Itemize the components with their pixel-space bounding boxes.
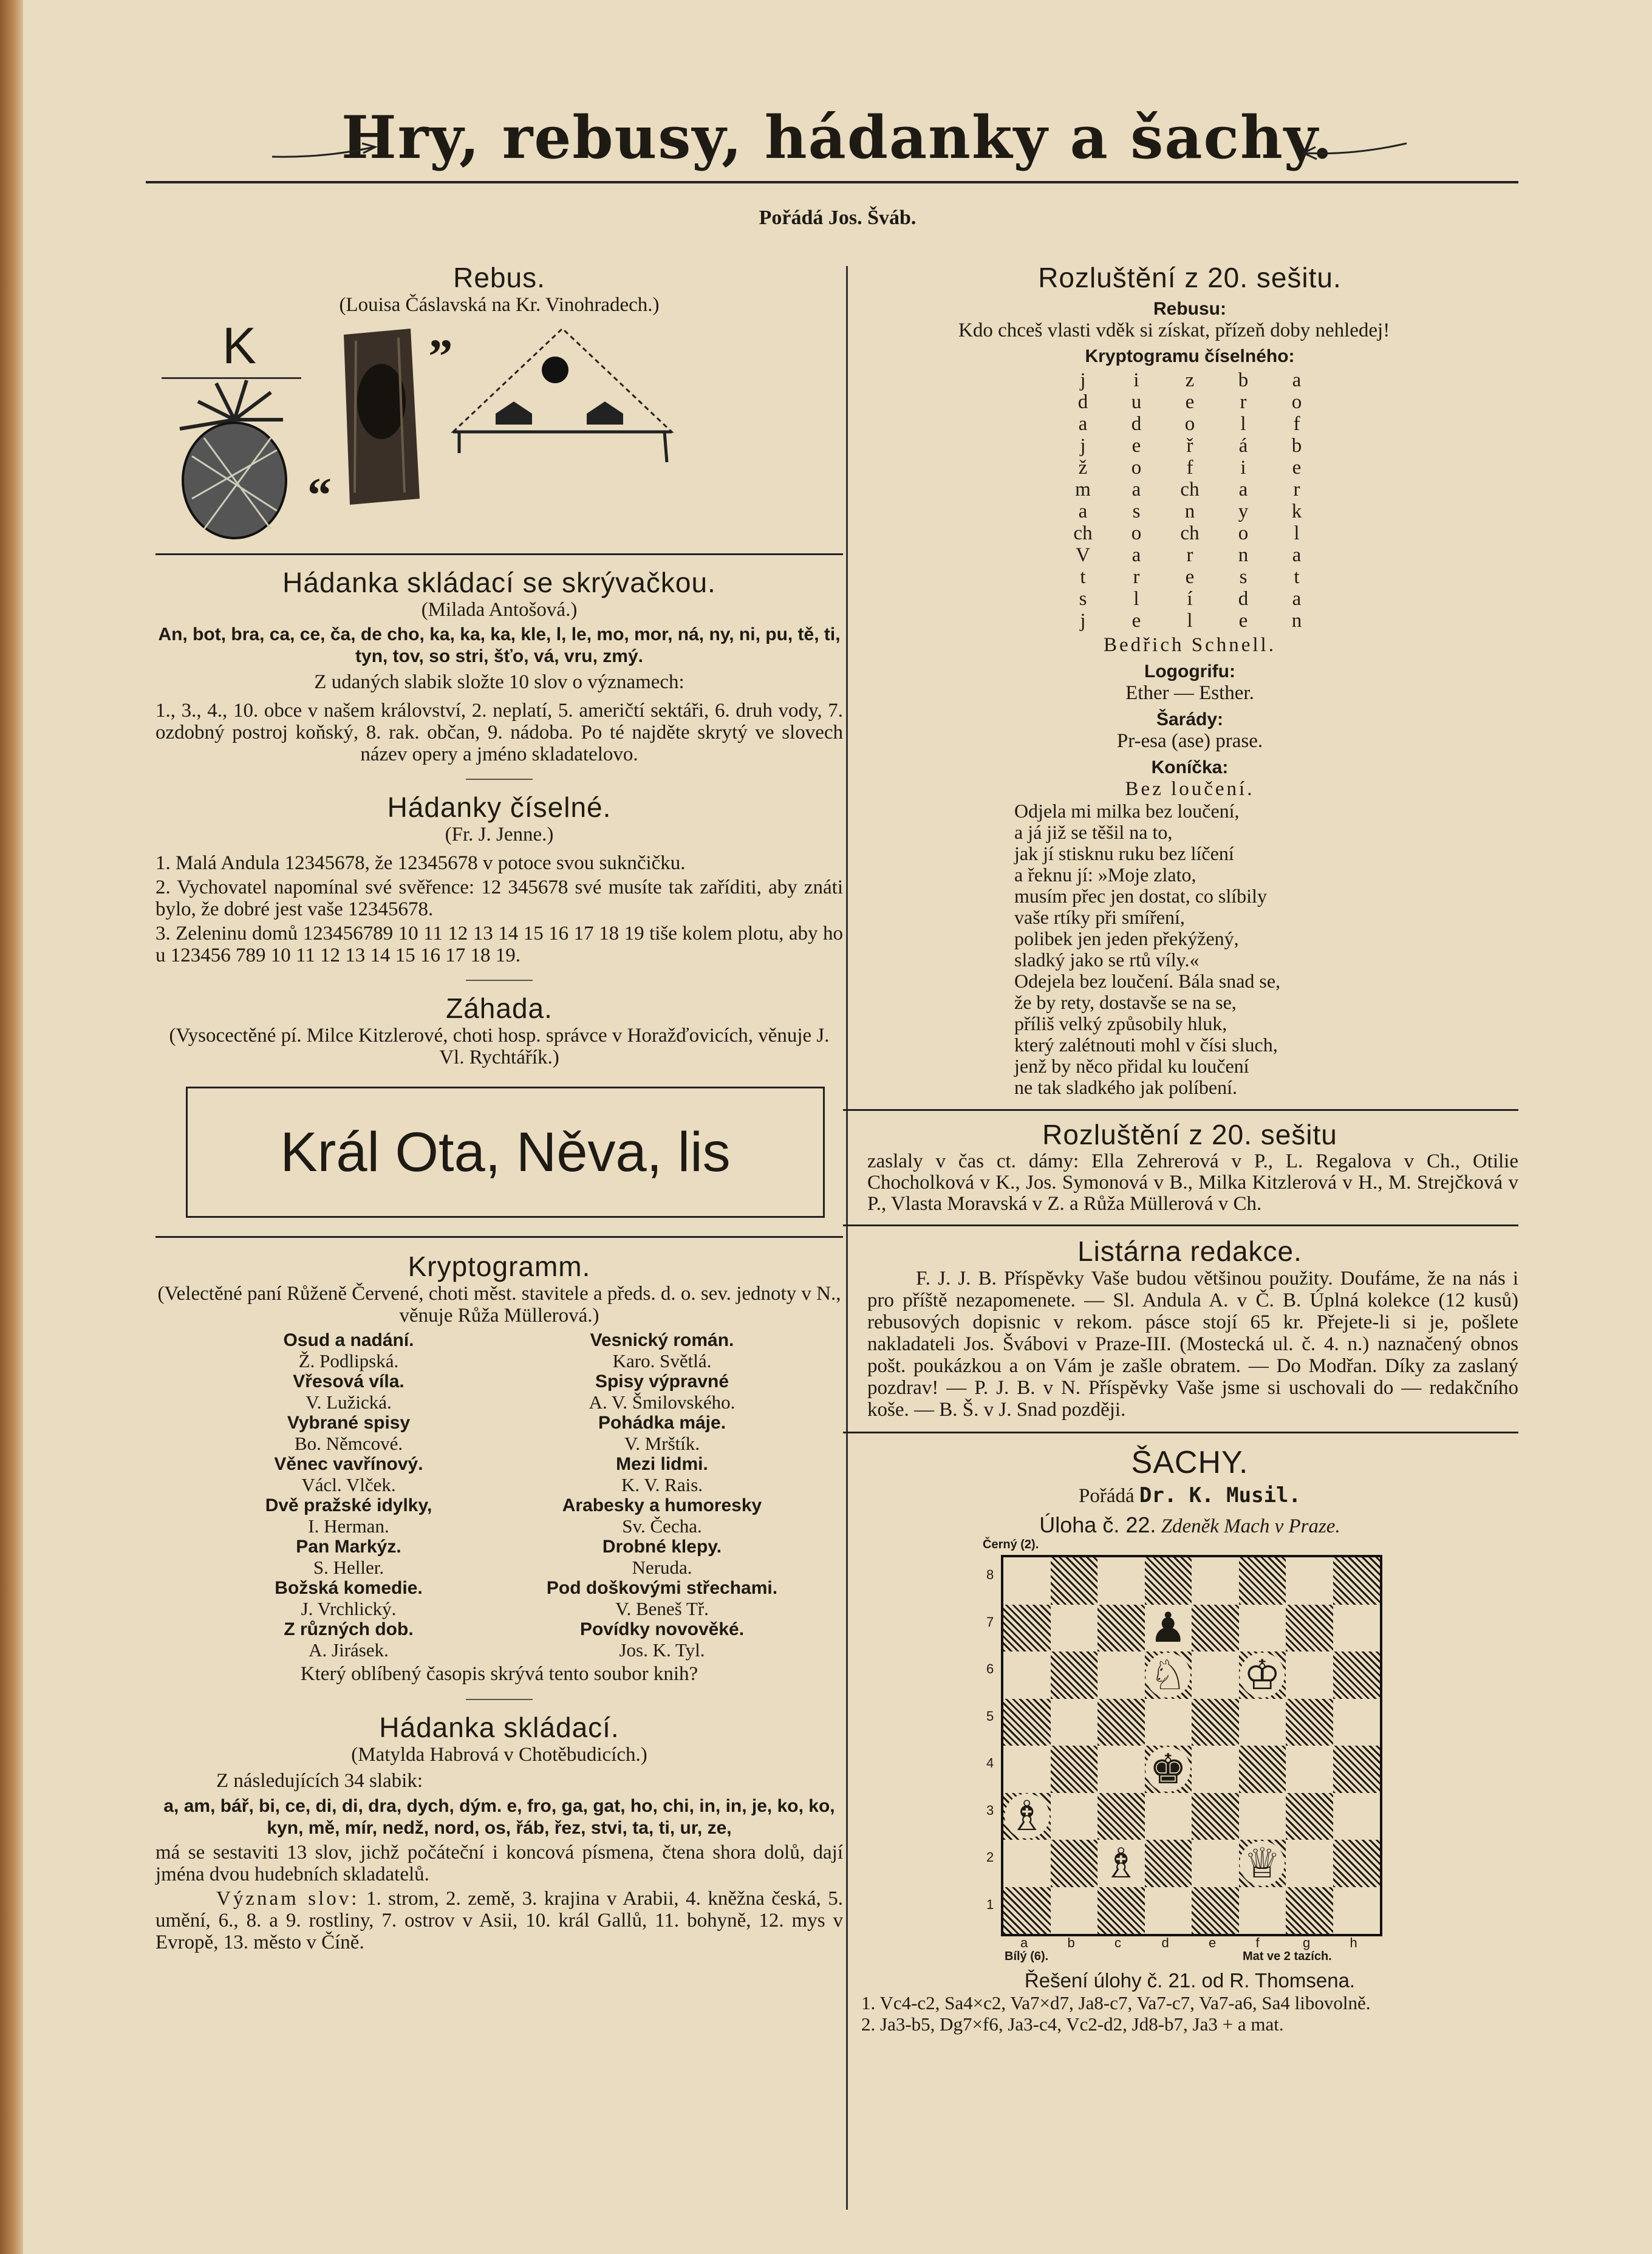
board-square xyxy=(1145,1840,1192,1887)
board-square xyxy=(1333,1840,1381,1887)
page-spine xyxy=(0,0,23,2254)
book-author: V. Beneš Tř. xyxy=(615,1598,709,1619)
chess-piece-icon: ♗ xyxy=(1099,1841,1144,1886)
section-rule xyxy=(843,1224,1518,1226)
crypto-letter: o xyxy=(1131,522,1142,544)
rebus-solution-label: Rebusu: xyxy=(1153,299,1226,319)
ciselne-section xyxy=(155,791,843,966)
skladaci-syllables: a, am, bář, bi, ce, di, di, dra, dych, dým. e, fro, ga, gat, ho, chi, in, in, je, ko, ko, kyn, mě, mír, nedž, nord, os, řáb, řez, stvi, ta, ti, ur, ze, xyxy=(163,1796,835,1838)
roof-sketch-icon xyxy=(447,323,678,468)
poem-line: ne tak sladkého jak políbení. xyxy=(1014,1076,1238,1098)
board-square xyxy=(1097,1651,1145,1699)
short-rule xyxy=(466,980,533,981)
book-title: Dvě pražské idylky, xyxy=(265,1495,432,1515)
skryvacka-meanings: 1., 3., 4., 10. obce v našem království, 2. neplatí, 5. američtí sektáři, 6. druh vody, 7. ozdobný postroj koňský, 8. rak. občan, 9. nádoba. Po té najděte skrytý ve slovech název opery a jméno skladatelovo. xyxy=(155,700,843,765)
board-square xyxy=(1051,1793,1098,1840)
board-square xyxy=(1286,1605,1333,1652)
board-square xyxy=(1145,1793,1192,1840)
board-square xyxy=(1239,1746,1286,1793)
chess-editor-prefix: Pořádá xyxy=(1079,1485,1135,1507)
crypto-letter: i xyxy=(1240,457,1246,479)
board-square xyxy=(1333,1746,1381,1793)
solution-line-2: 2. Ja3-b5, Dg7×f6, Ja3-c4, Vc2-d2, Jd8-b7, Ja3 + a mat. xyxy=(861,2013,1284,2035)
crypto-letter: n xyxy=(1184,500,1195,522)
file-label: e xyxy=(1209,1935,1217,1950)
skladaci-text: má se sestaviti 13 slov, jichž počáteční i koncová písmena, čtena shora dolů, dají jména dvou hudebních skladatelů. xyxy=(155,1842,843,1885)
crypto-letter: ch xyxy=(1180,479,1200,500)
chess-piece-icon: ♘ xyxy=(1145,1653,1190,1698)
board-square xyxy=(1003,1651,1051,1699)
crypto-letter: t xyxy=(1294,566,1300,588)
logogrif-label: Logogrifu: xyxy=(1144,661,1235,681)
zahada-heading: Záhada. xyxy=(446,992,553,1024)
board-square xyxy=(1051,1887,1098,1935)
board-square xyxy=(1145,1699,1192,1746)
skladaci-author: (Matylda Habrová v Chotěbudicích.) xyxy=(351,1744,647,1766)
book-author: Jos. K. Tyl. xyxy=(619,1639,705,1661)
skladaci-meanings: 1. strom, 2. země, 3. krajina v Arabii, 4. kněžna česká, 5. umění, 6., 8. a 9. rostliny, 7. ostrov v Asii, 10. král Gallů, 11. bohyně, 12. mys v Evropě, 13. město v Číně. xyxy=(155,1888,844,1953)
chess-piece-icon: ♔ xyxy=(1240,1653,1285,1698)
crypto-letter: V xyxy=(1076,544,1090,566)
board-square xyxy=(1145,1887,1192,1935)
ciselne-author: (Fr. J. Jenne.) xyxy=(445,824,554,845)
solution-line-1: 1. Vc4-c2, Sa4×c2, Va7×d7, Ja8-c7, Va7-c7, Va7-a6, Sa4 libovolně. xyxy=(861,1992,1371,2013)
chess-heading: ŠACHY. xyxy=(1131,1445,1249,1480)
kryptogramm-dedication: (Velectěné paní Růženě Červené, choti měst. stavitele a předs. d. o. sev. jednoty v N., věnuje Růža Müllerová.) xyxy=(157,1283,841,1327)
poem-line: který zalétnouti mohl v čísi sluch, xyxy=(1014,1034,1278,1056)
file-label: c xyxy=(1114,1935,1121,1950)
board-square xyxy=(1003,1793,1051,1840)
crypto-letter: ch xyxy=(1073,522,1093,544)
poem-line: vaše rtíky při smíření, xyxy=(1014,906,1185,928)
sarady-text: Pr-esa (ase) prase. xyxy=(1116,730,1263,752)
page-title: Hry, rebusy, hádanky a šachy. xyxy=(341,103,1334,172)
file-label: g xyxy=(1303,1935,1311,1950)
crypto-letter: ř xyxy=(1186,435,1193,457)
crypto-letter: j xyxy=(1080,369,1086,391)
crypto-letter: r xyxy=(1293,479,1300,500)
crypto-letter: e xyxy=(1238,610,1248,632)
crypto-solution-grid xyxy=(1056,369,1323,632)
rank-label: 2 xyxy=(986,1849,994,1865)
book-title: Božská komedie. xyxy=(275,1578,423,1598)
logogrif-text: Ether — Esther. xyxy=(1125,682,1254,704)
crypto-solution-label: Kryptogramu číselného: xyxy=(1085,346,1295,366)
crypto-letter: o xyxy=(1184,413,1195,435)
board-square xyxy=(1239,1605,1286,1652)
crypto-letter: o xyxy=(1238,522,1249,544)
board-square xyxy=(1003,1699,1051,1746)
rebus-letter: K xyxy=(222,317,257,374)
book-title: Drobné klepy. xyxy=(602,1537,722,1557)
right-arrow-ornament xyxy=(1299,140,1408,164)
crypto-letter: e xyxy=(1131,610,1141,632)
board-square xyxy=(1097,1746,1145,1793)
konicka-poem xyxy=(1014,801,1518,1098)
crypto-letter: b xyxy=(1291,435,1302,457)
section-rule xyxy=(843,1109,1518,1111)
crypto-letter: o xyxy=(1291,391,1302,413)
listarna-text: F. J. J. B. Příspěvky Vaše budou většinou použity. Doufáme, že na nás i pro příště nezapomenete. — Sl. Andula A. v Č. B. Úplná kolekce (12 kusů) rebusových dopisnic v rekom. pásce stojí 65 kr. Přejete-li si je, pošlete nakladateli Jos. Švábovi v Praze-III. (Mostecká ul. č. 4. n.) naznačený obnos pošt. poukázkou a on Vám je zašle obratem. — Do Modřan. Díky za zaslaný pozdrav! — P. J. B. v N. Příspěvky Vaše jsme si uschovali do — redakčního koše. — B. Š. v J. Snad později. xyxy=(867,1268,1518,1421)
konicka-title: Bez loučení. xyxy=(1125,778,1255,800)
board-square xyxy=(1333,1699,1381,1746)
poem-line: sladký jako se rtů víly.« xyxy=(1014,949,1200,971)
poem-line: že by rety, dostavše se na se, xyxy=(1014,991,1237,1013)
chess-piece-icon: ♚ xyxy=(1145,1747,1190,1792)
crypto-letter: n xyxy=(1291,610,1302,632)
book-title: Vesnický román. xyxy=(590,1330,734,1350)
poem-line: a řeknu jí: »Moje zlato, xyxy=(1014,864,1196,886)
skladaci-intro: Z následujících 34 slabik: xyxy=(216,1770,423,1792)
crypto-letter: a xyxy=(1131,479,1141,500)
ciselne-item-3: 3. Zeleninu domů 123456789 10 11 12 13 14 15 16 17 18 19 tiše kolem plotu, aby ho u 123456 789 10 11 12 13 14 15 16 17 18 19. xyxy=(155,923,843,966)
poem-line: Odjela mi milka bez loučení, xyxy=(1014,800,1240,822)
chess-piece-icon: ♕ xyxy=(1240,1841,1285,1886)
crypto-letter: r xyxy=(1240,391,1247,413)
kryptogramm-section xyxy=(155,1250,843,1685)
left-column xyxy=(155,261,843,1953)
rebus-heading: Rebus. xyxy=(453,262,545,293)
poem-line: a já již se těšil na to, xyxy=(1014,821,1173,843)
board-square xyxy=(1003,1887,1051,1935)
board-square xyxy=(1097,1840,1145,1887)
crypto-letter: í xyxy=(1187,588,1193,610)
board-square xyxy=(1145,1746,1192,1793)
file-label: b xyxy=(1067,1935,1075,1950)
chess-diagram xyxy=(861,1538,1518,1969)
rebus-author: (Louisa Čáslavská na Kr. Vinohradech.) xyxy=(339,294,660,316)
zahada-box xyxy=(186,1087,825,1218)
crypto-letter: a xyxy=(1078,500,1088,522)
zahada-box-text: Král Ota, Něva, lis xyxy=(280,1121,731,1183)
board-square xyxy=(1192,1651,1239,1699)
board-square xyxy=(1239,1793,1286,1840)
crypto-letter: e xyxy=(1185,391,1195,413)
book-author: Ž. Podlipská. xyxy=(298,1350,399,1371)
board-square xyxy=(1333,1557,1381,1605)
book-list xyxy=(192,1330,819,1661)
book-title: Věnec vavřínový. xyxy=(274,1454,423,1474)
crypto-letter: e xyxy=(1185,566,1195,588)
crypto-letter: a xyxy=(1292,588,1302,610)
board-square xyxy=(1051,1651,1098,1699)
poem-line: jenž by něco přidal ku loučení xyxy=(1014,1055,1249,1077)
rank-label: 8 xyxy=(986,1567,994,1582)
solvers-heading: Rozluštění z 20. sešitu xyxy=(1042,1119,1337,1150)
kryptogramm-question: Který oblíbený časopis skrývá tento soubor knih? xyxy=(300,1663,698,1685)
skryvacka-heading: Hádanka skládací se skrývačkou. xyxy=(282,567,716,598)
board-square xyxy=(1239,1840,1286,1887)
board-square xyxy=(1051,1605,1098,1652)
rank-label: 6 xyxy=(986,1661,994,1676)
tree-stump-icon xyxy=(338,329,423,505)
crypto-letter: a xyxy=(1078,413,1088,435)
board-square xyxy=(1192,1887,1239,1935)
left-arrow-ornament xyxy=(271,140,380,164)
poem-line: jak jí stisknu ruku bez líčení xyxy=(1014,842,1234,864)
short-rule xyxy=(466,779,533,780)
book-title: Vřesová víla. xyxy=(293,1371,404,1392)
ciselne-item-2: 2. Vychovatel napomínal své svěřence: 12 345678 své musíte tak zaříditi, aby znáti bylo, že dobré jest vaše 12345678. xyxy=(155,876,843,920)
crypto-letter: a xyxy=(1292,544,1302,566)
rank-label: 4 xyxy=(986,1755,994,1771)
crypto-letter: d xyxy=(1238,588,1249,610)
file-label: a xyxy=(1020,1935,1028,1950)
mate-label: Mat ve 2 tazích. xyxy=(1243,1950,1332,1963)
board-square xyxy=(1239,1651,1286,1699)
book-title: Arabesky a humoresky xyxy=(562,1495,762,1515)
crypto-letter: o xyxy=(1131,457,1142,479)
board-square xyxy=(1097,1793,1145,1840)
problem-author: Zdeněk Mach v Praze. xyxy=(1161,1515,1340,1537)
rebus-quote-open: „ xyxy=(429,305,453,358)
crypto-letter: f xyxy=(1293,413,1300,435)
pineapple-icon xyxy=(155,377,313,541)
board-square xyxy=(1286,1746,1333,1793)
board-square xyxy=(1333,1887,1381,1935)
crypto-letter: j xyxy=(1080,610,1086,632)
book-author: Karo. Světlá. xyxy=(612,1350,712,1371)
book-author: Neruda. xyxy=(632,1557,692,1578)
rank-label: 5 xyxy=(986,1708,994,1724)
board-square xyxy=(1333,1793,1381,1840)
book-author: Bo. Němcové. xyxy=(294,1433,403,1454)
solvers-section xyxy=(843,1118,1518,1215)
white-label: Bílý (6). xyxy=(1005,1950,1049,1963)
crypto-letter: b xyxy=(1238,369,1249,391)
crypto-letter: j xyxy=(1080,435,1086,457)
book-title: Pan Markýz. xyxy=(296,1537,401,1557)
board-square xyxy=(1192,1699,1239,1746)
board-square xyxy=(1145,1651,1192,1699)
book-author: S. Heller. xyxy=(313,1557,384,1578)
board-square xyxy=(1239,1699,1286,1746)
skryvacka-syllables: An, bot, bra, ca, ce, ča, de cho, ka, ka, ka, kle, l, le, mo, mor, ná, ny, ni, pu, tě, ti, tyn, tov, so stri, šťo, vá, vru, zmý. xyxy=(158,624,841,666)
problem-label: Úloha č. 22. xyxy=(1039,1512,1156,1537)
title-row xyxy=(23,103,1652,182)
board-square xyxy=(1097,1605,1145,1652)
skladaci-section xyxy=(155,1711,843,1953)
title-rule xyxy=(146,181,1518,183)
book-author: V. Lužická. xyxy=(305,1392,392,1413)
crypto-letter: a xyxy=(1292,369,1302,391)
board-square xyxy=(1051,1699,1098,1746)
crypto-letter: d xyxy=(1131,413,1142,435)
crypto-letter: t xyxy=(1080,566,1086,588)
board-square xyxy=(1333,1605,1381,1652)
rank-label: 7 xyxy=(986,1614,994,1630)
book-author: K. V. Rais. xyxy=(621,1474,703,1495)
sarady-label: Šarády: xyxy=(1156,709,1224,729)
kryptogramm-heading: Kryptogramm. xyxy=(408,1251,591,1282)
skryvacka-instruction: Z udaných slabik složte 10 slov o významech: xyxy=(314,671,684,693)
konicka-label: Koníčka: xyxy=(1151,757,1229,777)
file-label: h xyxy=(1350,1935,1357,1950)
file-label: f xyxy=(1255,1935,1260,1950)
crypto-letter: l xyxy=(1187,610,1193,632)
listarna-heading: Listárna redakce. xyxy=(1077,1235,1302,1267)
board-square xyxy=(1192,1793,1239,1840)
crypto-letter: a xyxy=(1238,479,1248,500)
skryvacka-section xyxy=(155,566,843,765)
crypto-letter: r xyxy=(1186,544,1193,566)
rebus-solution-text: Kdo chceš vlasti vděk si získat, přízeň doby nehledej! xyxy=(958,319,1390,341)
section-rule xyxy=(155,1236,843,1238)
zahada-dedication: (Vysocectěné pí. Milce Kitzlerové, choti hosp. správce v Horažďovicích, věnuje J. Vl. Rychtářík.) xyxy=(169,1025,830,1068)
board-square xyxy=(1286,1840,1333,1887)
poem-line: příliš velký způsobily hluk, xyxy=(1014,1013,1227,1034)
book-author: V. Mrštík. xyxy=(624,1433,700,1454)
crypto-letter: s xyxy=(1079,588,1087,610)
solvers-text: zaslaly v čas ct. dámy: Ella Zehrerová v P., L. Regalova v Ch., Otilie Chocholková v K., Jos. Symonová v B., Milka Kitzlerová v H., M. Strejčková v P., Vlasta Moravská v Z. a Růža Müllerová v Ch. xyxy=(867,1150,1518,1215)
board-square xyxy=(1192,1840,1239,1887)
book-title: Povídky novověké. xyxy=(579,1619,745,1639)
ciselne-heading: Hádanky číselné. xyxy=(387,791,612,823)
poem-line: Odejela bez loučení. Bála snad se, xyxy=(1014,970,1281,992)
board-square xyxy=(1286,1793,1333,1840)
crypto-letter: e xyxy=(1131,435,1141,457)
chess-board xyxy=(1001,1555,1382,1936)
crypto-letter: l xyxy=(1294,522,1300,544)
section-rule xyxy=(843,1432,1518,1433)
board-square xyxy=(1192,1746,1239,1793)
crypto-letter: e xyxy=(1292,457,1302,479)
listarna-section xyxy=(843,1235,1518,1421)
board-square xyxy=(1003,1840,1051,1887)
book-author: A. V. Šmilovského. xyxy=(589,1392,736,1413)
skladaci-meanings-label: Význam slov: xyxy=(216,1888,360,1910)
crypto-letter: n xyxy=(1238,544,1249,566)
crypto-letter: k xyxy=(1291,500,1302,522)
board-square xyxy=(1097,1887,1145,1935)
crypto-letter: m xyxy=(1075,479,1091,500)
book-author: J. Vrchlický. xyxy=(301,1598,397,1619)
poem-line: musím přec jen dostat, co slíbily xyxy=(1014,885,1267,907)
crypto-letter: l xyxy=(1240,413,1246,435)
book-title: Mezi lidmi. xyxy=(616,1454,708,1474)
board-square xyxy=(1051,1840,1098,1887)
board-square xyxy=(1286,1699,1333,1746)
solutions-heading: Rozluštění z 20. sešitu. xyxy=(1038,262,1342,293)
byline: Pořádá Jos. Šváb. xyxy=(759,207,916,229)
rebus-quote-close: “ xyxy=(307,469,332,522)
crypto-letter: u xyxy=(1131,391,1142,413)
chess-piece-icon: ♗ xyxy=(1005,1794,1050,1839)
file-label: d xyxy=(1161,1935,1169,1950)
skladaci-heading: Hádanka skládací. xyxy=(379,1712,620,1743)
board-square xyxy=(1333,1651,1381,1699)
rank-label: 1 xyxy=(986,1896,994,1912)
crypto-solution-name: Bedřich Schnell. xyxy=(1104,634,1276,656)
board-square xyxy=(1239,1557,1286,1605)
book-title: Pod doškovými střechami. xyxy=(546,1578,778,1598)
skryvacka-author: (Milada Antošová.) xyxy=(421,599,578,621)
crypto-letter: s xyxy=(1239,566,1248,588)
board-square xyxy=(1192,1557,1239,1605)
ciselne-item-1: 1. Malá Andula 12345678, že 12345678 v potoce svou suknčičku. xyxy=(155,852,686,874)
board-square xyxy=(1051,1746,1098,1793)
book-title: Pohádka máje. xyxy=(598,1413,726,1433)
section-rule xyxy=(155,553,843,555)
board-square xyxy=(1051,1557,1098,1605)
crypto-letter: r xyxy=(1133,566,1140,588)
crypto-letter: d xyxy=(1077,391,1088,413)
crypto-letter: á xyxy=(1238,435,1248,457)
board-square xyxy=(1192,1605,1239,1652)
rank-label: 3 xyxy=(986,1802,994,1818)
right-column xyxy=(843,261,1518,2035)
crypto-letter: ž xyxy=(1078,457,1088,479)
crypto-letter: a xyxy=(1131,544,1141,566)
book-title: Vybrané spisy xyxy=(287,1413,411,1433)
zahada-section xyxy=(155,992,843,1218)
page-sheet xyxy=(23,0,1652,2254)
short-rule xyxy=(466,1699,533,1700)
book-title: Spisy výpravné xyxy=(595,1371,729,1392)
chess-editor-name: Dr. K. Musil. xyxy=(1139,1483,1301,1508)
board-square xyxy=(1286,1887,1333,1935)
book-title: Osud a nadání. xyxy=(283,1330,414,1350)
book-author: Sv. Čecha. xyxy=(622,1515,702,1537)
board-square xyxy=(1145,1605,1192,1652)
crypto-letter: z xyxy=(1185,369,1195,391)
crypto-letter: s xyxy=(1132,500,1141,522)
crypto-letter: l xyxy=(1133,588,1139,610)
chess-piece-icon: ♟ xyxy=(1145,1605,1190,1650)
board-square xyxy=(1145,1557,1192,1605)
board-square xyxy=(1003,1605,1051,1652)
crypto-letter: f xyxy=(1186,457,1193,479)
book-author: I. Herman. xyxy=(308,1515,389,1537)
black-label: Černý (2). xyxy=(983,1538,1039,1551)
book-author: A. Jirásek. xyxy=(309,1639,389,1661)
solution-heading: Řešení úlohy č. 21. od R. Thomsena. xyxy=(1024,1969,1356,1992)
board-square xyxy=(1097,1557,1145,1605)
crypto-letter: ch xyxy=(1180,522,1200,544)
poem-line: polibek jen jeden překýžený, xyxy=(1014,927,1239,949)
crypto-letter: y xyxy=(1238,500,1249,522)
book-title: Z různých dob. xyxy=(284,1619,414,1639)
board-square xyxy=(1003,1746,1051,1793)
crypto-letter: i xyxy=(1133,369,1139,391)
board-square xyxy=(1003,1557,1051,1605)
chess-section xyxy=(843,1444,1518,2035)
board-square xyxy=(1286,1557,1333,1605)
board-square xyxy=(1286,1651,1333,1699)
board-square xyxy=(1239,1887,1286,1935)
book-author: Václ. Vlček. xyxy=(301,1474,396,1495)
board-square xyxy=(1097,1699,1145,1746)
